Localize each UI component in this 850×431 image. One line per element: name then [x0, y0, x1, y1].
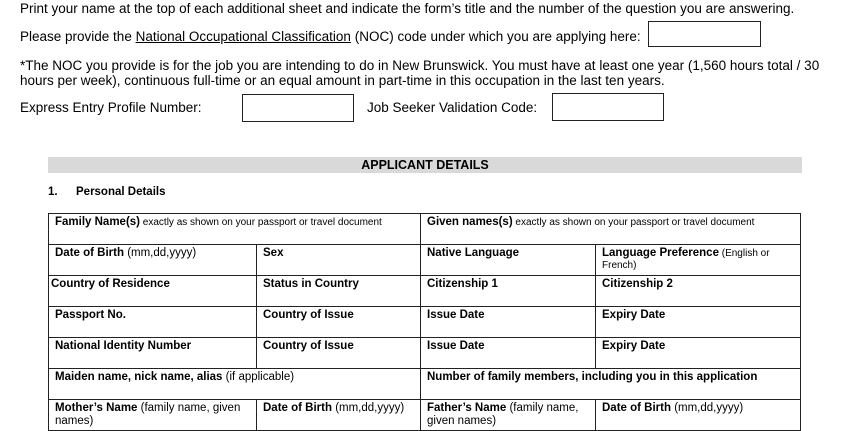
personal-details-number: 1.: [48, 186, 58, 198]
personal-details-heading: Personal Details: [76, 186, 166, 198]
passport-number-field[interactable]: Passport No.: [49, 307, 257, 338]
language-preference-field[interactable]: Language Preference (English or French): [596, 245, 801, 276]
table-row: [49, 307, 801, 338]
family-members-count-field[interactable]: Number of family members, including you in this application: [421, 369, 801, 400]
id-country-of-issue-field[interactable]: Country of Issue: [257, 338, 421, 369]
table-row: [49, 214, 801, 245]
express-entry-label: Express Entry Profile Number:: [20, 100, 202, 115]
citizenship-2-field[interactable]: Citizenship 2: [596, 276, 801, 307]
table-row: [49, 369, 801, 400]
noc-note-line2: hours per week), continuous full-time or an equal amount in part-time in this occupation in the last ten years.: [20, 73, 665, 88]
citizenship-1-field[interactable]: Citizenship 1: [421, 276, 596, 307]
father-date-of-birth-field[interactable]: Date of Birth (mm,dd,yyyy): [596, 400, 801, 431]
mother-date-of-birth-field[interactable]: Date of Birth (mm,dd,yyyy): [257, 400, 421, 431]
father-name-field[interactable]: Father’s Name (family name, given names): [421, 400, 596, 431]
passport-issue-date-field[interactable]: Issue Date: [421, 307, 596, 338]
id-expiry-date-field[interactable]: Expiry Date: [596, 338, 801, 369]
mother-name-field[interactable]: Mother’s Name (family name, given names): [49, 400, 257, 431]
passport-country-of-issue-field[interactable]: Country of Issue: [257, 307, 421, 338]
sex-field[interactable]: Sex: [257, 245, 421, 276]
native-language-field[interactable]: Native Language: [421, 245, 596, 276]
noc-suffix: (NOC) code under which you are applying here:: [350, 29, 641, 44]
job-seeker-field[interactable]: [552, 93, 664, 121]
table-row: [49, 245, 801, 276]
instruction-line: Print your name at the top of each additional sheet and indicate the form’s title and the number of the question you are answering.: [20, 1, 795, 16]
family-name-field[interactable]: Family Name(s) exactly as shown on your passport or travel document: [49, 214, 421, 245]
table-row: [49, 276, 801, 307]
section-title: APPLICANT DETAILS: [361, 158, 489, 172]
passport-expiry-date-field[interactable]: Expiry Date: [596, 307, 801, 338]
country-of-residence-field[interactable]: Country of Residence: [49, 276, 257, 307]
given-names-field[interactable]: Given names(s) exactly as shown on your passport or travel document: [421, 214, 801, 245]
section-header: [48, 157, 802, 173]
table-row: [49, 338, 801, 369]
express-entry-field[interactable]: [242, 94, 354, 122]
job-seeker-label: Job Seeker Validation Code:: [367, 100, 538, 115]
national-identity-number-field[interactable]: National Identity Number: [49, 338, 257, 369]
noc-prefix: Please provide the: [20, 29, 136, 44]
table-row: [49, 400, 801, 431]
noc-link[interactable]: National Occupational Classification: [135, 29, 351, 44]
noc-instruction: [20, 29, 641, 44]
status-in-country-field[interactable]: Status in Country: [257, 276, 421, 307]
alias-field[interactable]: Maiden name, nick name, alias (if applicable): [49, 369, 421, 400]
noc-code-field[interactable]: [648, 21, 761, 47]
personal-details-table: [48, 213, 801, 431]
date-of-birth-field[interactable]: Date of Birth (mm,dd,yyyy): [49, 245, 257, 276]
id-issue-date-field[interactable]: Issue Date: [421, 338, 596, 369]
noc-note-line1: *The NOC you provide is for the job you are intending to do in New Brunswick. You must have at least one year (1,560 hours total / 30: [20, 58, 820, 73]
